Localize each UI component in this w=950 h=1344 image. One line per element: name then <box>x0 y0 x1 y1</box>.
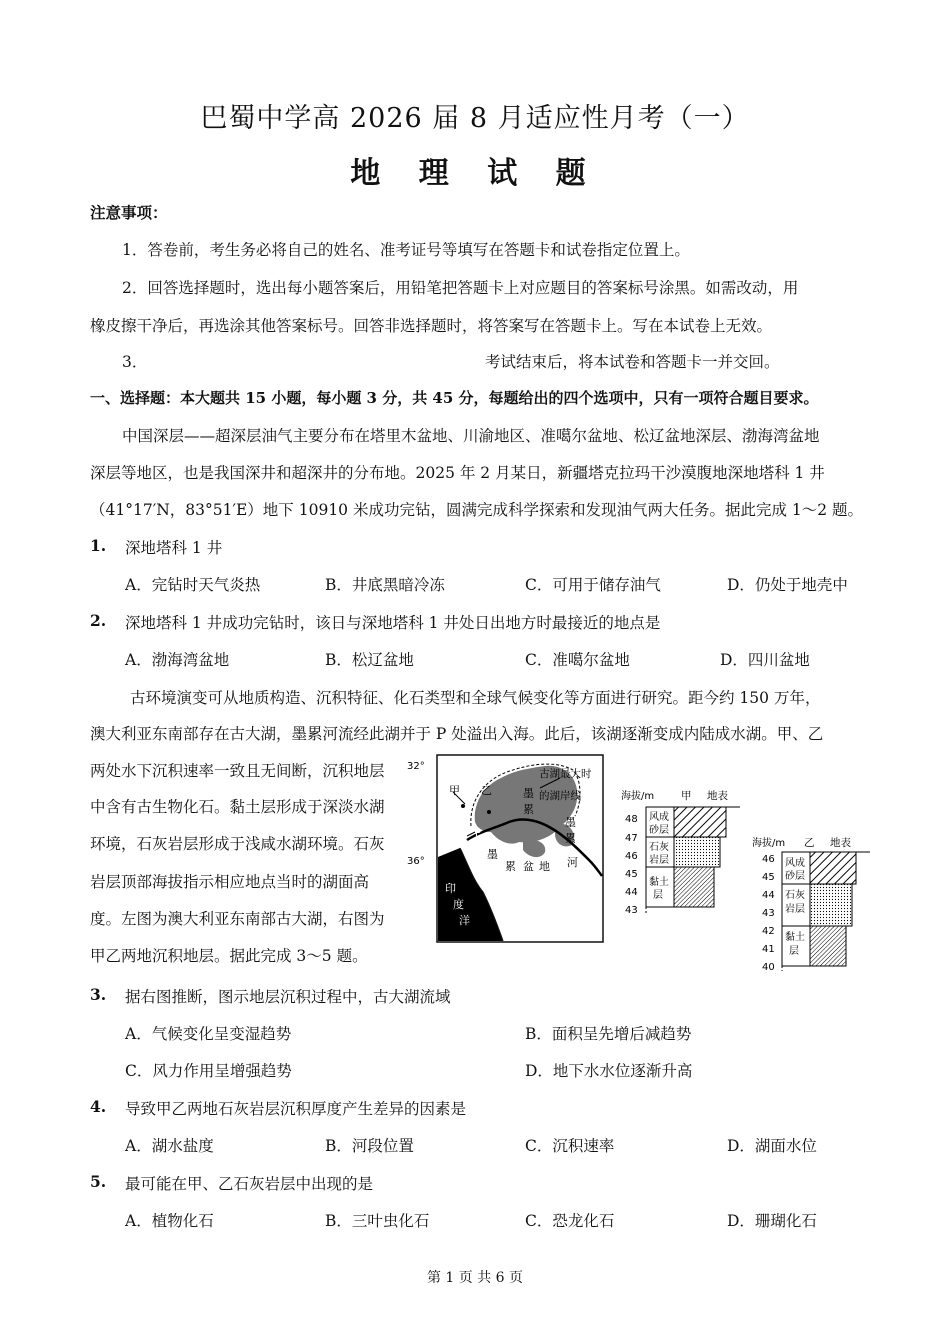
option-c[interactable]: C．准噶尔盆地 <box>525 651 630 669</box>
tick-label: 43 <box>625 905 638 916</box>
notice-item-1: 1．答卷前，考生务必将自己的姓名、准考证号等填写在答题卡和试卷指定位置上。 <box>122 241 690 259</box>
passage2-line: 甲乙两地沉积地层。据此完成 3～5 题。 <box>90 947 368 965</box>
layer-name: 层 <box>789 946 799 957</box>
map-label: 墨 <box>487 848 498 861</box>
tick-label: 45 <box>625 869 638 880</box>
option-c[interactable]: C．沉积速率 <box>525 1137 615 1155</box>
limestone-layer <box>810 884 852 926</box>
map-label: 累 <box>565 832 576 845</box>
notice-heading: 注意事项： <box>90 203 168 222</box>
layer-name: 黏土 <box>649 877 669 888</box>
point-yi <box>487 810 491 814</box>
point-jia <box>461 804 465 808</box>
question-stem: 据右图推断，图示地层沉积过程中，古大湖流域 <box>125 988 451 1006</box>
tick-label: 45 <box>762 872 775 883</box>
option-a[interactable]: A．完钻时天气炎热 <box>125 576 261 594</box>
tick-label: 46 <box>762 854 775 865</box>
passage1-line: 深层等地区，也是我国深井和超深井的分布地。2025 年 2 月某日，新疆塔克拉玛干沙漠腹地深地塔科 1 井 <box>90 464 825 482</box>
map-label: 墨 <box>523 787 534 800</box>
notice-item-3b: 考试结束后，将本试卷和答题卡一并交回。 <box>485 353 780 371</box>
layer-name: 砂层 <box>649 825 669 836</box>
axis-label: 海拔/m <box>752 838 786 849</box>
tick-label: 40 <box>762 962 775 972</box>
passage1-line: 中国深层——超深层油气主要分布在塔里木盆地、川渝地区、准噶尔盆地、松辽盆地深层、渤海湾盆地 <box>122 427 820 445</box>
tick-label: 41 <box>762 944 775 955</box>
clay-layer <box>810 926 846 966</box>
exam-title: 巴蜀中学高 2026 届 8 月适应性月考（一） <box>200 103 750 134</box>
site-label: 乙 <box>804 837 815 849</box>
option-b[interactable]: B．三叶虫化石 <box>325 1212 430 1230</box>
map-label: 累 <box>523 803 534 816</box>
label-yi: 乙 <box>481 784 492 797</box>
option-a[interactable]: A．渤海湾盆地 <box>125 651 230 669</box>
ocean-label: 度 <box>453 898 464 911</box>
passage2-line: 环境，石灰岩层形成于浅咸水湖环境。石灰 <box>90 835 385 853</box>
option-a[interactable]: A．气候变化呈变湿趋势 <box>125 1025 292 1043</box>
tick-label: 42 <box>762 926 775 937</box>
tick-label: 44 <box>762 890 775 901</box>
tick-label: 46 <box>625 851 638 862</box>
map-label: 地 <box>539 860 550 873</box>
question-stem: 深地塔科 1 井成功完钻时，该日与深地塔科 1 井处日出地方时最接近的地点是 <box>125 614 661 632</box>
question-stem: 最可能在甲、乙石灰岩层中出现的是 <box>125 1175 374 1193</box>
layer-name: 岩层 <box>649 855 669 866</box>
layer-name: 风成 <box>785 858 805 869</box>
sand-layer <box>674 807 726 837</box>
passage2-line: 岩层顶部海拔指示相应地点当时的湖面高 <box>90 873 370 891</box>
question-stem: 深地塔科 1 井 <box>125 539 223 557</box>
limestone-layer <box>674 837 720 867</box>
lake-map <box>405 752 605 947</box>
option-c[interactable]: C．恐龙化石 <box>525 1212 615 1230</box>
layer-name: 石灰 <box>785 890 805 901</box>
tick-label: 47 <box>625 833 638 844</box>
option-d[interactable]: D．地下水水位逐渐升高 <box>525 1062 693 1080</box>
strata-yi-chart <box>750 832 875 972</box>
option-d[interactable]: D．湖面水位 <box>727 1137 817 1155</box>
layer-name: 层 <box>653 890 663 901</box>
option-b[interactable]: B．松辽盆地 <box>325 651 414 669</box>
label-p: P <box>475 828 482 839</box>
option-d[interactable]: D．珊瑚化石 <box>727 1212 817 1230</box>
notice-item-2a: 2．回答选择题时，选出每小题答案后，用铅笔把答题卡上对应题目的答案标号涂黑。如需改动，用 <box>122 279 799 297</box>
layer-name: 石灰 <box>649 842 669 853</box>
option-a[interactable]: A．植物化石 <box>125 1212 214 1230</box>
layer-name: 岩层 <box>785 904 805 915</box>
layer-name: 风成 <box>649 812 669 823</box>
option-b[interactable]: B．河段位置 <box>325 1137 414 1155</box>
page-number: 第 1 页 共 6 页 <box>426 1270 524 1286</box>
surface-label: 地表 <box>830 837 851 849</box>
notice-item-2b: 橡皮擦干净后，再选涂其他答案标号。回答非选择题时，将答案写在答题卡上。写在本试卷上无效。 <box>90 317 773 335</box>
option-c[interactable]: C．可用于储存油气 <box>525 576 661 594</box>
exam-subject: 地 理 试 题 <box>350 156 600 191</box>
legend-text: 的湖岸线 <box>539 790 581 802</box>
question-number: 2. <box>90 611 107 630</box>
layer-name: 黏土 <box>785 932 805 943</box>
map-label: 盆 <box>523 860 534 873</box>
question-number: 3. <box>90 985 107 1004</box>
passage1-line: （41°17′N，83°51′E）地下 10910 米成功完钻，圆满完成科学探索和发现油气两大任务。据此完成 1～2 题。 <box>90 501 864 519</box>
map-label: 累 <box>505 860 516 873</box>
tick-label: 43 <box>762 908 775 919</box>
ocean-label: 洋 <box>459 914 470 927</box>
legend-text: 古湖最大时 <box>539 768 592 780</box>
option-a[interactable]: A．湖水盐度 <box>125 1137 214 1155</box>
layer-name: 砂层 <box>785 871 805 882</box>
ocean-label: 印 <box>445 882 456 895</box>
passage2-line: 度。左图为澳大利亚东南部古大湖，右图为 <box>90 910 385 928</box>
site-label: 甲 <box>681 790 692 802</box>
passage2-line: 古环境演变可从地质构造、沉积特征、化石类型和全球气候变化等方面进行研究。距今约 150 万年， <box>130 689 821 707</box>
section-heading: 一、选择题：本大题共 15 小题，每小题 3 分，共 45 分，每题给出的四个选项中，只有一项符合题目要求。 <box>90 389 819 407</box>
option-d[interactable]: D．四川盆地 <box>720 651 810 669</box>
surface-label: 地表 <box>707 790 728 802</box>
tick-label: 44 <box>625 887 638 898</box>
label-jia: 甲 <box>449 784 460 797</box>
question-stem: 导致甲乙两地石灰岩层沉积厚度产生差异的因素是 <box>125 1100 467 1118</box>
option-d[interactable]: D．仍处于地壳中 <box>727 576 848 594</box>
map-label: 墨 <box>565 816 576 829</box>
question-number: 1. <box>90 536 107 555</box>
lat-label-bottom: 36° <box>407 856 425 867</box>
passage2-line: 中含有古生物化石。黏土层形成于深淡水湖 <box>90 798 385 816</box>
passage2-line: 两处水下沉积速率一致且无间断，沉积地层 <box>90 762 385 780</box>
sand-layer <box>810 852 856 884</box>
notice-item-3a: 3． <box>122 353 148 371</box>
strata-jia-chart <box>615 785 745 920</box>
option-c[interactable]: C．风力作用呈增强趋势 <box>125 1062 292 1080</box>
passage2-line: 澳大利亚东南部存在古大湖，墨累河流经此湖并于 P 处溢出入海。此后，该湖逐渐变成内陆成水湖。甲、乙 <box>90 725 824 743</box>
question-number: 5. <box>90 1172 107 1191</box>
option-b[interactable]: B．面积呈先增后减趋势 <box>525 1025 692 1043</box>
clay-layer <box>674 867 714 907</box>
question-number: 4. <box>90 1097 107 1116</box>
option-b[interactable]: B．井底黑暗冷冻 <box>325 576 445 594</box>
map-label: 河 <box>567 856 578 869</box>
lat-label-top: 32° <box>407 761 425 772</box>
axis-label: 海拔/m <box>621 791 655 802</box>
tick-label: 48 <box>625 814 638 825</box>
